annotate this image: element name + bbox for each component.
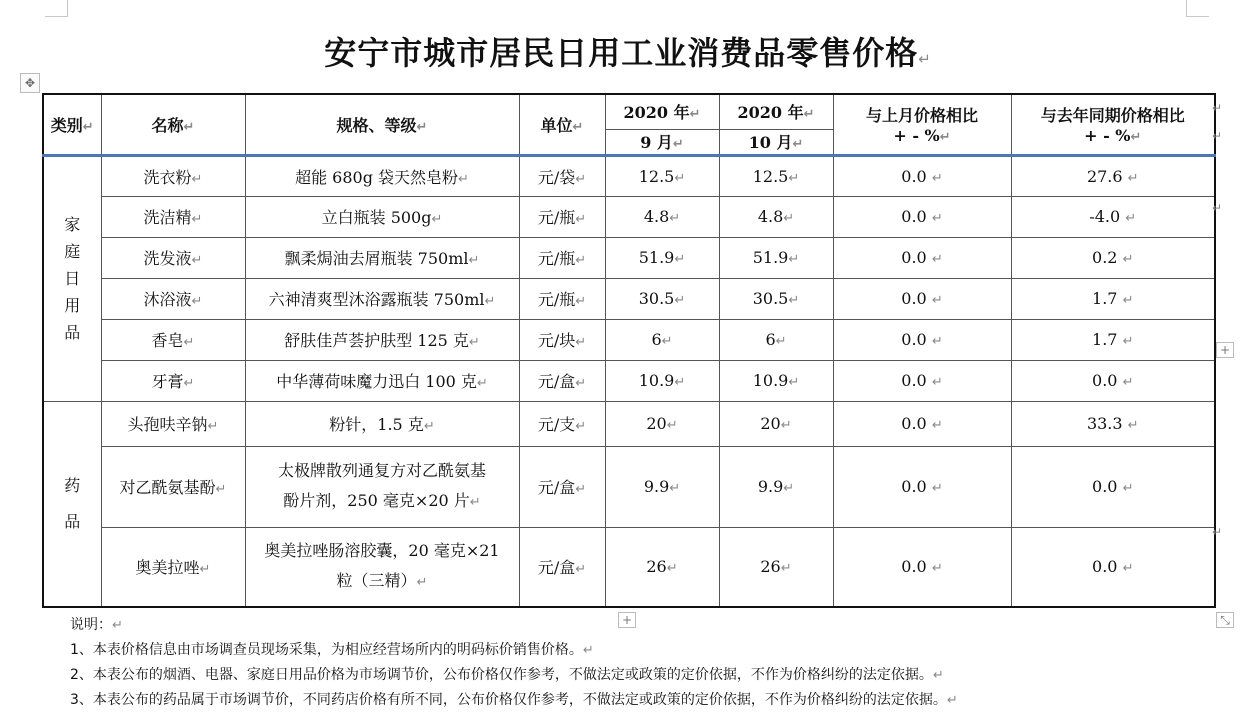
cell-oct-price: 30.5↵ [719, 278, 833, 319]
header-oct-month: 10 月↵ [719, 129, 833, 155]
cell-sep-price: 6↵ [605, 319, 719, 360]
category-household: 家 庭 日 用 品 [43, 155, 101, 401]
table-row [43, 319, 1215, 360]
notes-section: 说明：↵ 1、本表价格信息由市场调查员现场采集，为相应经营场所内的明码标价销售价格。↵ 2、本表公布的烟酒、电器、家庭日用品价格为市场调节价，公布价格仅作参考，不做法定或政策的定价依据，不作为价格纠纷的法定依据。↵ 3、本表公布的药品属于市场调节价，不同药店价格有所不同，公布价格仅作参考，不做法定或政策的定价依据，不作为价格纠纷的法定依据。↵ [70, 617, 958, 708]
table-resize-icon[interactable]: ⤡ [1216, 612, 1234, 628]
cell-name: 洗衣粉↵ [101, 155, 245, 196]
cell-sep-price: 20↵ [605, 401, 719, 446]
cell-spec: 太极牌散列通复方对乙酰氨基 酚片剂，250 毫克×20 片↵ [245, 446, 519, 527]
page-corner-mark-right [1186, 0, 1209, 17]
cell-spec: 立白瓶装 500g↵ [245, 196, 519, 237]
cell-sep-price: 30.5↵ [605, 278, 719, 319]
price-table [42, 93, 1216, 608]
cell-unit: 元/支↵ [519, 401, 605, 446]
cell-sep-price: 26↵ [605, 527, 719, 607]
add-row-plus-icon[interactable]: + [618, 612, 636, 628]
note-item: 1、本表价格信息由市场调查员现场采集，为相应经营场所内的明码标价销售价格。 [70, 642, 583, 658]
cell-unit: 元/盒↵ [519, 527, 605, 607]
paragraph-mark: ↵ [918, 50, 932, 68]
cell-name: 对乙酰氨基酚↵ [101, 446, 245, 527]
cell-yoy: -4.0 ↵ [1011, 196, 1215, 237]
cell-unit: 元/袋↵ [519, 155, 605, 196]
category-medicine: 药 品 [43, 401, 101, 607]
cell-name: 洗洁精↵ [101, 196, 245, 237]
cell-yoy: 27.6 ↵ [1011, 155, 1215, 196]
cell-oct-price: 20↵ [719, 401, 833, 446]
cell-unit: 元/瓶↵ [519, 237, 605, 278]
cell-mom: 0.0 ↵ [833, 401, 1011, 446]
cell-unit: 元/盒↵ [519, 360, 605, 401]
header-unit: 单位↵ [519, 94, 605, 155]
cell-sep-price: 4.8↵ [605, 196, 719, 237]
table-row [43, 527, 1215, 607]
header-sep-month: 9 月↵ [605, 129, 719, 155]
cell-name: 洗发液↵ [101, 237, 245, 278]
cell-yoy: 0.0 ↵ [1011, 527, 1215, 607]
cell-unit: 元/块↵ [519, 319, 605, 360]
cell-oct-price: 6↵ [719, 319, 833, 360]
table-row [43, 237, 1215, 278]
row-end-mark: ↵ [1212, 129, 1223, 143]
cell-yoy: 0.0 ↵ [1011, 360, 1215, 401]
table-row [43, 401, 1215, 446]
cell-yoy: 33.3 ↵ [1011, 401, 1215, 446]
cell-sep-price: 10.9↵ [605, 360, 719, 401]
cell-oct-price: 9.9↵ [719, 446, 833, 527]
cell-name: 头孢呋辛钠↵ [101, 401, 245, 446]
title-text: 安宁市城市居民日用工业消费品零售价格 [324, 34, 919, 72]
cell-mom: 0.0 ↵ [833, 237, 1011, 278]
cell-yoy: 0.2 ↵ [1011, 237, 1215, 278]
cell-name: 香皂↵ [101, 319, 245, 360]
cell-spec: 飘柔焗油去屑瓶装 750ml↵ [245, 237, 519, 278]
cell-unit: 元/瓶↵ [519, 196, 605, 237]
cell-spec: 粉针，1.5 克↵ [245, 401, 519, 446]
cell-mom: 0.0 ↵ [833, 155, 1011, 196]
cell-yoy: 1.7 ↵ [1011, 319, 1215, 360]
cell-yoy: 0.0 ↵ [1011, 446, 1215, 527]
row-end-mark: ↵ [1212, 101, 1223, 115]
cell-mom: 0.0 ↵ [833, 360, 1011, 401]
cell-mom: 0.0 ↵ [833, 319, 1011, 360]
table-row [43, 360, 1215, 401]
cell-yoy: 1.7 ↵ [1011, 278, 1215, 319]
cell-spec: 奥美拉唑肠溶胶囊，20 毫克×21 粒（三精）↵ [245, 527, 519, 607]
table-row [43, 278, 1215, 319]
add-column-plus-icon[interactable]: + [1216, 342, 1234, 358]
header-row-1 [43, 94, 1215, 129]
document-title [0, 28, 1256, 74]
cell-spec: 中华薄荷味魔力迅白 100 克↵ [245, 360, 519, 401]
cell-mom: 0.0 ↵ [833, 446, 1011, 527]
cell-spec: 舒肤佳芦荟护肤型 125 克↵ [245, 319, 519, 360]
cell-spec: 超能 680g 袋天然皂粉↵ [245, 155, 519, 196]
cell-oct-price: 4.8↵ [719, 196, 833, 237]
header-year-on-year: 与去年同期价格相比 + - %↵ [1011, 94, 1215, 155]
note-item: 2、本表公布的烟酒、电器、家庭日用品价格为市场调节价，公布价格仅作参考，不做法定或政策的定价依据，不作为价格纠纷的法定依据。 [70, 667, 933, 683]
row-end-mark: ↵ [1212, 525, 1223, 539]
cell-sep-price: 9.9↵ [605, 446, 719, 527]
table-row [43, 446, 1215, 527]
table-move-handle-icon[interactable]: ✥ [20, 73, 40, 93]
cell-sep-price: 51.9↵ [605, 237, 719, 278]
cell-oct-price: 10.9↵ [719, 360, 833, 401]
cell-name: 牙膏↵ [101, 360, 245, 401]
header-spec: 规格、等级↵ [245, 94, 519, 155]
page-corner-mark-left [45, 0, 68, 17]
table-row [43, 196, 1215, 237]
cell-name: 奥美拉唑↵ [101, 527, 245, 607]
header-month-on-month: 与上月价格相比 + - %↵ [833, 94, 1011, 155]
cell-mom: 0.0 ↵ [833, 278, 1011, 319]
header-name: 名称↵ [101, 94, 245, 155]
header-category: 类别↵ [43, 94, 101, 155]
cell-oct-price: 12.5↵ [719, 155, 833, 196]
header-sep-year: 2020 年↵ [605, 94, 719, 129]
cell-sep-price: 12.5↵ [605, 155, 719, 196]
row-end-mark: ↵ [1212, 201, 1223, 215]
cell-mom: 0.0 ↵ [833, 527, 1011, 607]
cell-mom: 0.0 ↵ [833, 196, 1011, 237]
cell-spec: 六神清爽型沐浴露瓶装 750ml↵ [245, 278, 519, 319]
table-row [43, 155, 1215, 196]
cell-oct-price: 26↵ [719, 527, 833, 607]
cell-unit: 元/盒↵ [519, 446, 605, 527]
notes-label: 说明： [70, 617, 112, 633]
note-item: 3、本表公布的药品属于市场调节价，不同药店价格有所不同，公布价格仅作参考，不做法定或政策的定价依据，不作为价格纠纷的法定依据。 [70, 692, 947, 708]
cell-name: 沐浴液↵ [101, 278, 245, 319]
cell-unit: 元/瓶↵ [519, 278, 605, 319]
header-oct-year: 2020 年↵ [719, 94, 833, 129]
cell-oct-price: 51.9↵ [719, 237, 833, 278]
